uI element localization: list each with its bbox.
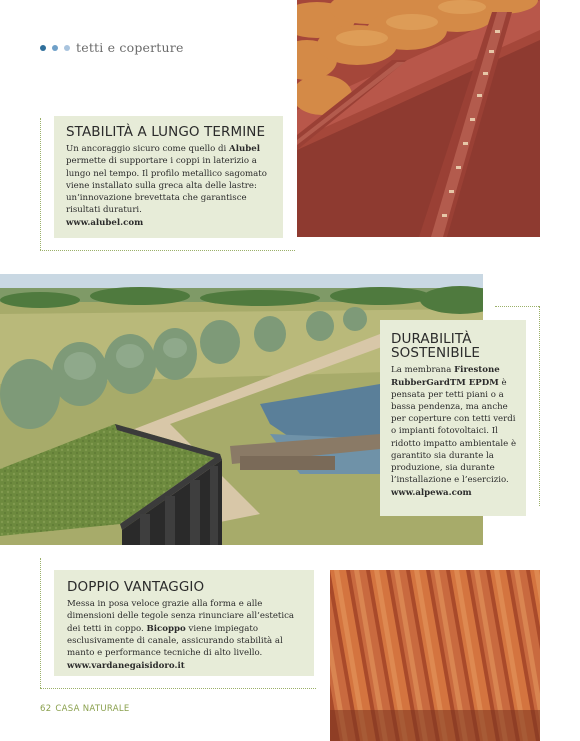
- guide-line: [539, 306, 540, 506]
- text-box-durability: [380, 320, 526, 516]
- dot-icon: [64, 45, 70, 51]
- dot-icon: [40, 45, 46, 51]
- website-link[interactable]: www.alpewa.com: [391, 488, 472, 499]
- website-link[interactable]: www.vardanegaisidoro.it: [67, 661, 185, 672]
- box-title: STABILITÀ A LUNGO TERMINE: [66, 124, 266, 140]
- guide-line: [40, 250, 295, 251]
- section-title: tetti e coperture: [76, 40, 184, 55]
- guide-line: [40, 558, 41, 688]
- box-title: DOPPIO VANTAGGIO: [67, 579, 205, 595]
- magazine-name: CASA NATURALE: [55, 704, 130, 714]
- photo-roof-anchor: [297, 0, 540, 237]
- tile-shadow: [330, 710, 540, 741]
- page-footer: [40, 704, 130, 714]
- page-number: 62: [40, 704, 52, 714]
- box-title: DURABILITÀ SOSTENIBILE: [391, 331, 481, 362]
- photo-terracotta-tiles: [330, 570, 540, 741]
- text-box-stability: [54, 116, 283, 238]
- guide-line: [40, 118, 41, 250]
- guide-line: [495, 306, 539, 307]
- box-text: La membrana Firestone RubberGardTM EPDM è pensata per tetti piani o a bassa pendenza, ma anche per coperture con tetti verdi o impianti fotovoltaici. Il ridotto impatto ambientale è garantito sia durante la produzione, sia durante l’installazione e l’esercizio. www.alpewa.com: [391, 365, 517, 499]
- text-box-double-advantage: [54, 570, 314, 676]
- guide-line: [40, 688, 316, 689]
- box-text: Un ancoraggio sicuro come quello di Alubel permette di supportare i coppi in laterizio a lungo nel tempo. Il profilo metallico sagomato viene installato sulla greca alta delle lastre: un’innovazione brevettata che garantisce risultati duraturi. www.alubel.com: [66, 143, 273, 229]
- website-link[interactable]: www.alubel.com: [66, 218, 144, 229]
- dot-icon: [52, 45, 58, 51]
- box-text: Messa in posa veloce grazie alla forma e alle dimensioni delle tegole senza rinunciare all’estetica dei tetti in coppo. Bicoppo viene impiegato esclusivamente di canale, assicurando stabilità al manto e performance tecniche di alto livello. www.vardanegaisidoro.it: [67, 598, 304, 672]
- section-header: [40, 40, 184, 55]
